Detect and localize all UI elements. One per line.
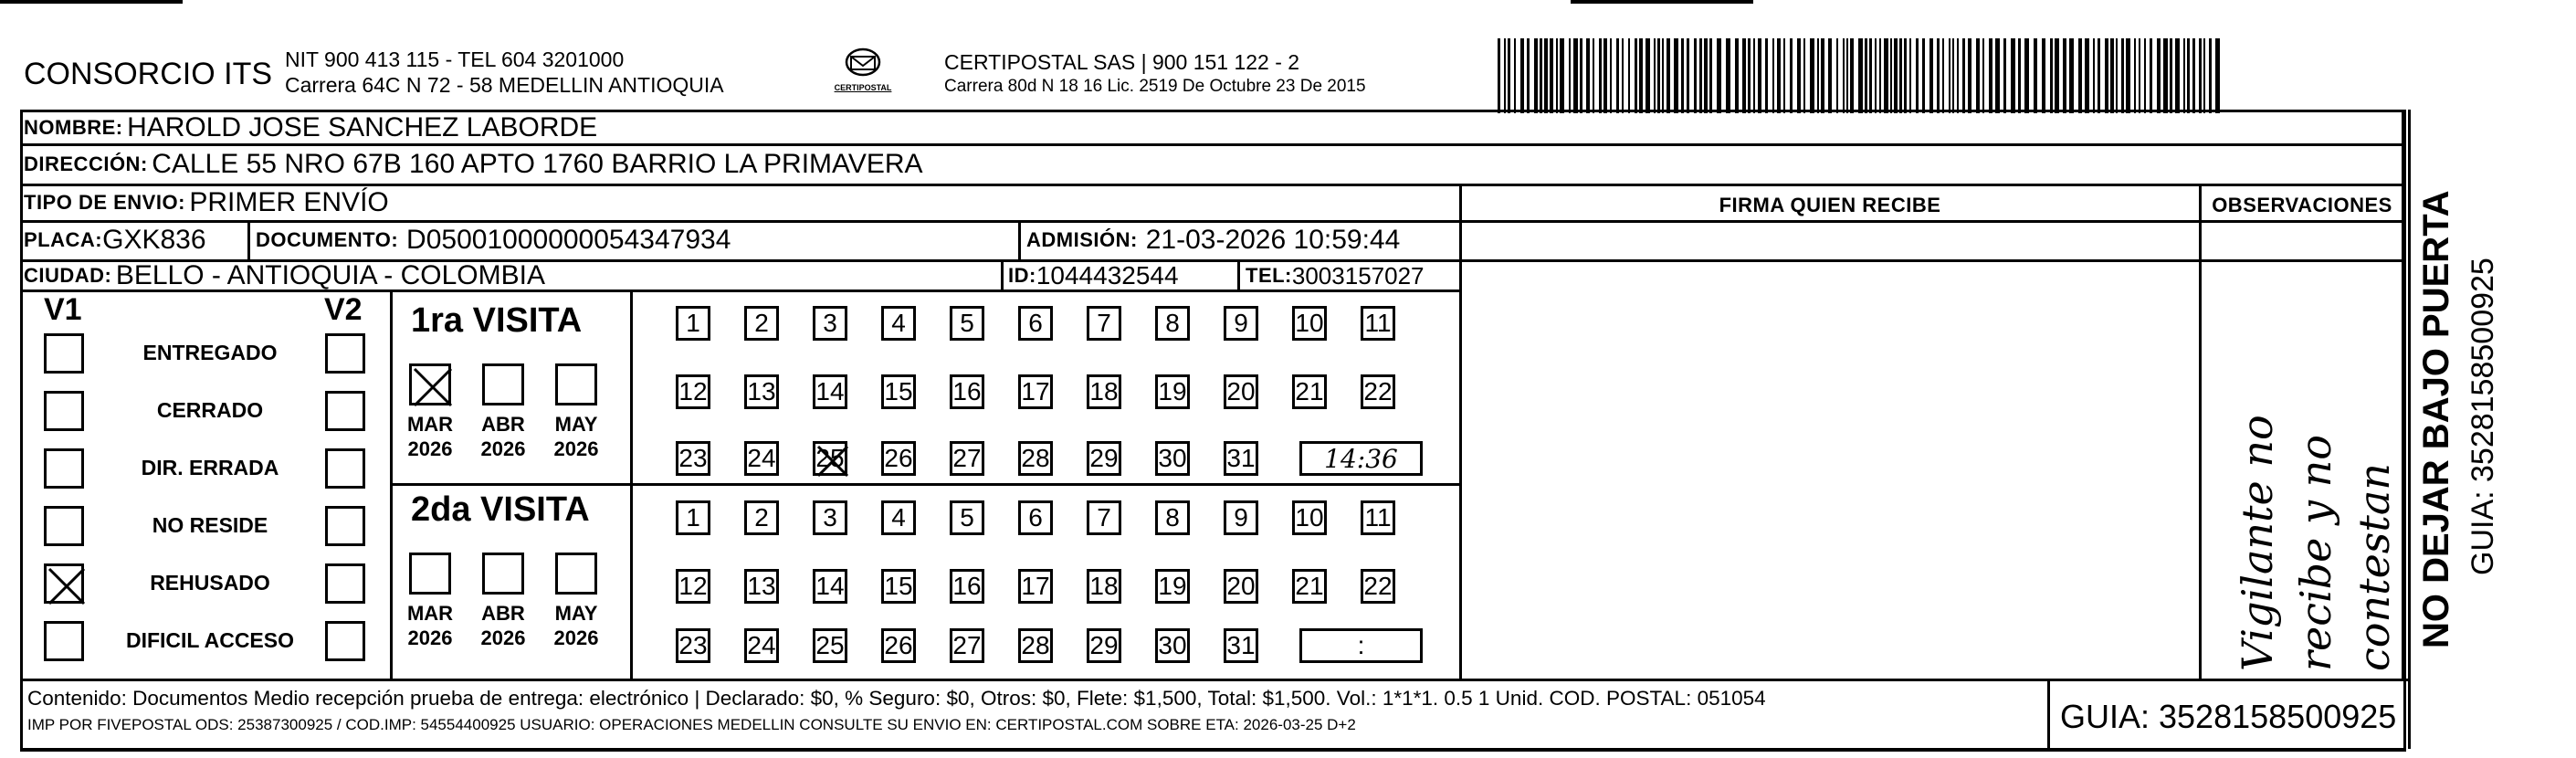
day-box: 25 xyxy=(813,441,847,476)
month-label: MAR 2026 xyxy=(406,413,454,460)
barcode-bar xyxy=(1904,38,1907,113)
v1-check-mark xyxy=(47,566,87,606)
status-label: DIR. ERRADA xyxy=(141,456,279,479)
barcode-bar xyxy=(1622,38,1624,113)
day-box: 13 xyxy=(744,374,779,409)
day-box: 21 xyxy=(1292,374,1327,409)
line-tipo xyxy=(20,220,2403,223)
row-nombre xyxy=(24,111,597,144)
day-box: 19 xyxy=(1155,569,1190,604)
day-box: 28 xyxy=(1018,628,1053,663)
barcode-bar xyxy=(1742,38,1746,113)
barcode-bar xyxy=(2055,38,2059,113)
logo-text: CERTIPOSTAL xyxy=(834,83,892,92)
barcode-bar xyxy=(2024,38,2029,113)
barcode-bar xyxy=(1603,38,1607,113)
v2-label: V2 xyxy=(324,292,363,327)
day-box: 25 xyxy=(813,628,847,663)
barcode-bar xyxy=(1610,38,1612,113)
barcode-bar xyxy=(2150,38,2152,113)
day-box: 7 xyxy=(1087,500,1121,535)
frame-bottom xyxy=(20,748,2406,752)
status-label: CERRADO xyxy=(156,398,264,422)
row-placa xyxy=(24,224,206,257)
v1-checkbox xyxy=(44,506,84,546)
row-direccion xyxy=(24,148,923,181)
barcode-bar xyxy=(1758,38,1761,113)
barcode-bar xyxy=(1884,38,1888,113)
day-box: 1 xyxy=(676,306,710,341)
barcode-bar xyxy=(2011,38,2015,113)
barcode-bar xyxy=(1772,38,1774,113)
barcode-bar xyxy=(1628,38,1630,113)
barcode-bar xyxy=(1569,38,1571,113)
barcode-bar xyxy=(2110,38,2114,113)
day-box: 30 xyxy=(1155,628,1190,663)
ciudad-value: BELLO - ANTIOQUIA - COLOMBIA xyxy=(115,260,545,290)
barcode-bar xyxy=(1803,38,1805,113)
month-checkbox xyxy=(409,553,451,595)
tel-value: 3003157027 xyxy=(1291,261,1425,290)
barcode-bar xyxy=(1869,38,1872,113)
barcode-bar xyxy=(2215,38,2220,113)
day-box: 29 xyxy=(1087,628,1121,663)
day-box: 17 xyxy=(1018,374,1053,409)
day-check-mark xyxy=(815,444,850,479)
barcode-bar xyxy=(1879,38,1881,113)
day-box: 2 xyxy=(744,500,779,535)
barcode-bar xyxy=(1657,38,1660,113)
day-box: 6 xyxy=(1018,500,1053,535)
admision-value: 21-03-2026 10:59:44 xyxy=(1145,225,1401,255)
placa-label: PLACA: xyxy=(24,228,103,251)
day-box: 11 xyxy=(1361,500,1395,535)
barcode-bar xyxy=(2105,38,2108,113)
day-box: 9 xyxy=(1224,306,1258,341)
day-box: 5 xyxy=(950,306,984,341)
v1-checkbox xyxy=(44,333,84,374)
footer-guia: GUIA: 3528158500925 xyxy=(2060,698,2397,735)
day-box: 8 xyxy=(1155,306,1190,341)
barcode-bar xyxy=(1753,38,1755,113)
v2-checkbox xyxy=(325,391,365,431)
month-label: ABR 2026 xyxy=(480,413,526,460)
barcode-bar xyxy=(1560,38,1564,113)
day-box: 29 xyxy=(1087,441,1121,476)
day-box: 20 xyxy=(1224,569,1258,604)
barcode-bar xyxy=(1937,38,1940,113)
day-box: 15 xyxy=(881,569,916,604)
barcode-bar xyxy=(1544,38,1548,113)
barcode-bar xyxy=(2126,38,2130,113)
barcode-bar xyxy=(2139,38,2140,113)
day-box: 23 xyxy=(676,441,710,476)
barcode-bar xyxy=(1687,38,1689,113)
barcode-bar xyxy=(2144,38,2146,113)
barcode-bar xyxy=(1586,38,1590,113)
observaciones-handwriting xyxy=(2228,415,2403,671)
barcode-bar xyxy=(1875,38,1877,113)
v1-checkbox xyxy=(44,563,84,604)
barcode-bar xyxy=(2050,38,2053,113)
month-checkbox xyxy=(409,363,451,405)
barcode-bar xyxy=(1593,38,1594,113)
day-box: 30 xyxy=(1155,441,1190,476)
day-box: 18 xyxy=(1087,569,1121,604)
barcode-bar xyxy=(1797,38,1801,113)
observaciones-header: OBSERVACIONES xyxy=(2212,194,2392,216)
documento-value: D05001000000054347934 xyxy=(406,225,731,255)
barcode-bar xyxy=(1850,38,1854,113)
month-checkbox xyxy=(555,363,597,405)
barcode-bar xyxy=(1894,38,1898,113)
admision-label: ADMISIÓN: xyxy=(1026,228,1138,251)
month-label: MAY 2026 xyxy=(553,413,599,460)
month-label: MAR 2026 xyxy=(406,602,454,649)
barcode-bar xyxy=(1550,38,1553,113)
barcode-bar xyxy=(1929,38,1933,113)
day-box: 24 xyxy=(744,441,779,476)
barcode-bar xyxy=(1952,38,1954,113)
row-ciudad xyxy=(24,259,545,292)
barcode-bar xyxy=(1976,38,1980,113)
time-box: 14:36 xyxy=(1299,441,1423,476)
barcode-bar xyxy=(1949,38,1950,113)
v1-checkbox xyxy=(44,391,84,431)
barcode-bar xyxy=(1667,38,1670,113)
first-visit-title: 1ra VISITA xyxy=(411,301,583,340)
day-box: 27 xyxy=(950,628,984,663)
row-tel xyxy=(1246,259,1425,292)
barcode-bar xyxy=(2192,38,2195,113)
nombre-label: NOMBRE: xyxy=(24,116,123,139)
day-box: 21 xyxy=(1292,569,1327,604)
barcode-bar xyxy=(1982,38,1984,113)
day-box: 20 xyxy=(1224,374,1258,409)
month-checkbox xyxy=(482,553,524,595)
obs-line-3: contestan xyxy=(2350,463,2399,671)
barcode-bar xyxy=(2187,38,2190,113)
barcode-bar xyxy=(1599,38,1602,113)
month-check-mark xyxy=(412,366,454,408)
status-label: DIFICIL ACCESO xyxy=(125,628,294,652)
certipostal-logo xyxy=(826,46,899,92)
direccion-label: DIRECCIÓN: xyxy=(24,153,148,175)
side-divider xyxy=(2408,110,2411,749)
placa-value: GXK836 xyxy=(102,225,206,255)
day-box: 27 xyxy=(950,441,984,476)
barcode-bar xyxy=(1674,38,1678,113)
placa-divider xyxy=(247,222,250,259)
v1-label: V1 xyxy=(44,292,82,327)
v2-checkbox xyxy=(325,563,365,604)
barcode-bar xyxy=(1498,38,1500,113)
id-value: 1044432544 xyxy=(1036,261,1179,290)
status-label: REHUSADO xyxy=(150,571,270,595)
day-box: 10 xyxy=(1292,500,1327,535)
barcode-bar xyxy=(1580,38,1582,113)
status-label: NO RESIDE xyxy=(152,513,268,537)
barcode-bar xyxy=(1508,38,1510,113)
barcode-bar xyxy=(1616,38,1619,113)
month-label: MAY 2026 xyxy=(553,602,599,649)
barcode-bar xyxy=(1717,38,1721,113)
barcode-bar xyxy=(1504,38,1506,113)
barcode-bar xyxy=(1846,38,1848,113)
v2-checkbox xyxy=(325,333,365,374)
day-box: 22 xyxy=(1361,374,1395,409)
barcode-bar xyxy=(1662,38,1664,113)
day-box: 13 xyxy=(744,569,779,604)
no-dejar-bajo-puerta: NO DEJAR BAJO PUERTA xyxy=(2416,190,2456,648)
barcode-bar xyxy=(1748,38,1751,113)
company-name: CONSORCIO ITS xyxy=(24,57,273,91)
nit-line: NIT 900 413 115 - TEL 604 3201000 xyxy=(285,47,625,71)
day-box: 31 xyxy=(1224,628,1258,663)
v1-checkbox xyxy=(44,448,84,489)
day-box: 18 xyxy=(1087,374,1121,409)
month-checkbox xyxy=(555,553,597,595)
barcode-bar xyxy=(1514,38,1516,113)
day-box: 4 xyxy=(881,306,916,341)
barcode-bar xyxy=(1821,38,1824,113)
barcode-bar xyxy=(2069,38,2074,113)
row-documento xyxy=(256,224,731,257)
nombre-value: HAROLD JOSE SANCHEZ LABORDE xyxy=(127,112,598,142)
time-box: : xyxy=(1299,628,1423,663)
certipostal-line1: CERTIPOSTAL SAS | 900 151 122 - 2 xyxy=(944,50,1300,74)
barcode-bar xyxy=(2116,38,2118,113)
day-box: 23 xyxy=(676,628,710,663)
v1-checkbox xyxy=(44,621,84,661)
firma-header: FIRMA QUIEN RECIBE xyxy=(1719,194,1941,216)
barcode-bar xyxy=(1942,38,1944,113)
day-box: 22 xyxy=(1361,569,1395,604)
day-box: 26 xyxy=(881,628,916,663)
visit-divider xyxy=(390,483,1461,486)
month-label: ABR 2026 xyxy=(480,602,526,649)
row-tipo xyxy=(24,186,389,219)
top-edge-right xyxy=(1571,0,1753,4)
barcode-bar xyxy=(2063,38,2066,113)
barcode-bar xyxy=(2163,38,2168,113)
barcode-bar xyxy=(2042,38,2045,113)
barcode-bar xyxy=(2098,38,2100,113)
barcode-bar xyxy=(1704,38,1708,113)
obs-left xyxy=(2199,186,2202,679)
day-box: 3 xyxy=(813,500,847,535)
barcode-bar xyxy=(1957,38,1959,113)
day-box: 26 xyxy=(881,441,916,476)
barcode-bar xyxy=(1573,38,1578,113)
day-box: 10 xyxy=(1292,306,1327,341)
barcode-bar xyxy=(2183,38,2185,113)
barcode-bar xyxy=(1890,38,1892,113)
side-guia: GUIA: 3528158500925 xyxy=(2466,258,2500,575)
day-box: 8 xyxy=(1155,500,1190,535)
day-box: 5 xyxy=(950,500,984,535)
day-box: 3 xyxy=(813,306,847,341)
barcode-bar xyxy=(1995,38,2000,113)
barcode-bar xyxy=(1989,38,1992,113)
tipo-label: TIPO DE ENVIO: xyxy=(24,191,185,214)
barcode-bar xyxy=(1858,38,1863,113)
day-box: 16 xyxy=(950,569,984,604)
barcode-bar xyxy=(1865,38,1867,113)
barcode-bar xyxy=(2175,38,2180,113)
day-box: 24 xyxy=(744,628,779,663)
second-visit-title: 2da VISITA xyxy=(411,490,590,529)
top-edge-left xyxy=(0,0,183,4)
barcode-bar xyxy=(1534,38,1538,113)
row-id xyxy=(1008,259,1179,292)
barcode-bar xyxy=(1777,38,1781,113)
barcode-bar xyxy=(2203,38,2205,113)
barcode-bar xyxy=(1909,38,1911,113)
barcode-bar xyxy=(2034,38,2037,113)
day-box: 19 xyxy=(1155,374,1190,409)
barcode xyxy=(1498,38,2228,113)
ciudad-label: CIUDAD: xyxy=(24,264,112,287)
status-label: ENTREGADO xyxy=(142,341,278,364)
id-label: ID: xyxy=(1008,264,1036,287)
barcode-bar xyxy=(2093,38,2095,113)
day-box: 28 xyxy=(1018,441,1053,476)
barcode-bar xyxy=(2157,38,2161,113)
day-box: 31 xyxy=(1224,441,1258,476)
barcode-bar xyxy=(1635,38,1637,113)
barcode-bar xyxy=(1639,38,1643,113)
barcode-bar xyxy=(1540,38,1542,113)
barcode-bar xyxy=(1836,38,1838,113)
row-admision xyxy=(1026,224,1400,257)
id-divider xyxy=(1001,259,1004,291)
footer-imp: IMP POR FIVEPOSTAL ODS: 25387300925 / COD.IMP: 54554400925 USUARIO: OPERACIONES MEDELLIN CONSULTE SU ENVIO EN: CERTIPOSTAL.COM SOBRE ETA: 2026-03-25 D+2 xyxy=(27,716,1356,733)
barcode-bar xyxy=(1520,38,1524,113)
documento-label: DOCUMENTO: xyxy=(256,228,399,251)
barcode-bar xyxy=(1645,38,1650,113)
barcode-bar xyxy=(2134,38,2136,113)
barcode-bar xyxy=(1899,38,1902,113)
day-box: 4 xyxy=(881,500,916,535)
barcode-bar xyxy=(1556,38,1558,113)
barcode-bar xyxy=(1735,38,1739,113)
tel-label: TEL: xyxy=(1246,264,1292,287)
barcode-bar xyxy=(1790,38,1793,113)
barcode-bar xyxy=(1654,38,1656,113)
barcode-bar xyxy=(1828,38,1832,113)
barcode-bar xyxy=(1922,38,1925,113)
barcode-bar xyxy=(2199,38,2202,113)
barcode-bar xyxy=(1681,38,1684,113)
tel-divider xyxy=(1237,259,1240,291)
barcode-bar xyxy=(1916,38,1919,113)
barcode-bar xyxy=(1817,38,1819,113)
certipostal-line2: Carrera 80d N 18 16 Lic. 2519 De Octubre 23 De 2015 xyxy=(944,77,1366,96)
day-box: 12 xyxy=(676,569,710,604)
v2-checkbox xyxy=(325,621,365,661)
v2-checkbox xyxy=(325,448,365,489)
barcode-bar xyxy=(1694,38,1697,113)
barcode-bar xyxy=(1968,38,1971,113)
barcode-bar xyxy=(1783,38,1785,113)
firma-left xyxy=(1459,186,1462,679)
day-box: 15 xyxy=(881,374,916,409)
barcode-bar xyxy=(2018,38,2021,113)
day-box: 7 xyxy=(1087,306,1121,341)
barcode-bar xyxy=(1726,38,1730,113)
barcode-bar xyxy=(2078,38,2082,113)
footer-guia-divider xyxy=(2047,679,2050,748)
obs-line-2: recibe y no xyxy=(2291,435,2340,671)
tipo-value: PRIMER ENVÍO xyxy=(189,187,389,217)
v2-checkbox xyxy=(325,506,365,546)
day-box: 14 xyxy=(813,569,847,604)
day-box: 11 xyxy=(1361,306,1395,341)
obs-line-1: Vigilante no xyxy=(2233,415,2282,671)
barcode-bar xyxy=(1810,38,1814,113)
barcode-bar xyxy=(1709,38,1712,113)
day-box: 14 xyxy=(813,374,847,409)
day-box: 17 xyxy=(1018,569,1053,604)
day-box: 1 xyxy=(676,500,710,535)
envelope-logo-icon xyxy=(842,46,884,79)
barcode-bar xyxy=(1843,38,1845,113)
admision-divider xyxy=(1018,222,1021,259)
frame-left xyxy=(20,110,23,749)
barcode-bar xyxy=(1527,38,1530,113)
day-box: 16 xyxy=(950,374,984,409)
direccion-value: CALLE 55 NRO 67B 160 APTO 1760 BARRIO LA PRIMAVERA xyxy=(152,149,923,179)
month-checkbox xyxy=(482,363,524,405)
barcode-bar xyxy=(1765,38,1768,113)
day-box: 9 xyxy=(1224,500,1258,535)
barcode-bar xyxy=(1962,38,1965,113)
day-box: 12 xyxy=(676,374,710,409)
barcode-bar xyxy=(1699,38,1702,113)
day-box: 6 xyxy=(1018,306,1053,341)
footer-contenido: Contenido: Documentos Medio recepción prueba de entrega: electrónico | Declarado: $0, % Seguro: $0, Otros: $0, Flete: $1,500, Total: $1,500. Vol.: 1*1*1. 0.5 1 Unid. COD. POSTAL: 051054 xyxy=(27,687,1766,710)
barcode-bar xyxy=(2121,38,2124,113)
barcode-bar xyxy=(2170,38,2172,113)
day-box: 2 xyxy=(744,306,779,341)
barcode-bar xyxy=(2003,38,2006,113)
address-line: Carrera 64C N 72 - 58 MEDELLIN ANTIOQUIA xyxy=(285,73,724,97)
barcode-bar xyxy=(2209,38,2212,113)
barcode-bar xyxy=(2085,38,2089,113)
